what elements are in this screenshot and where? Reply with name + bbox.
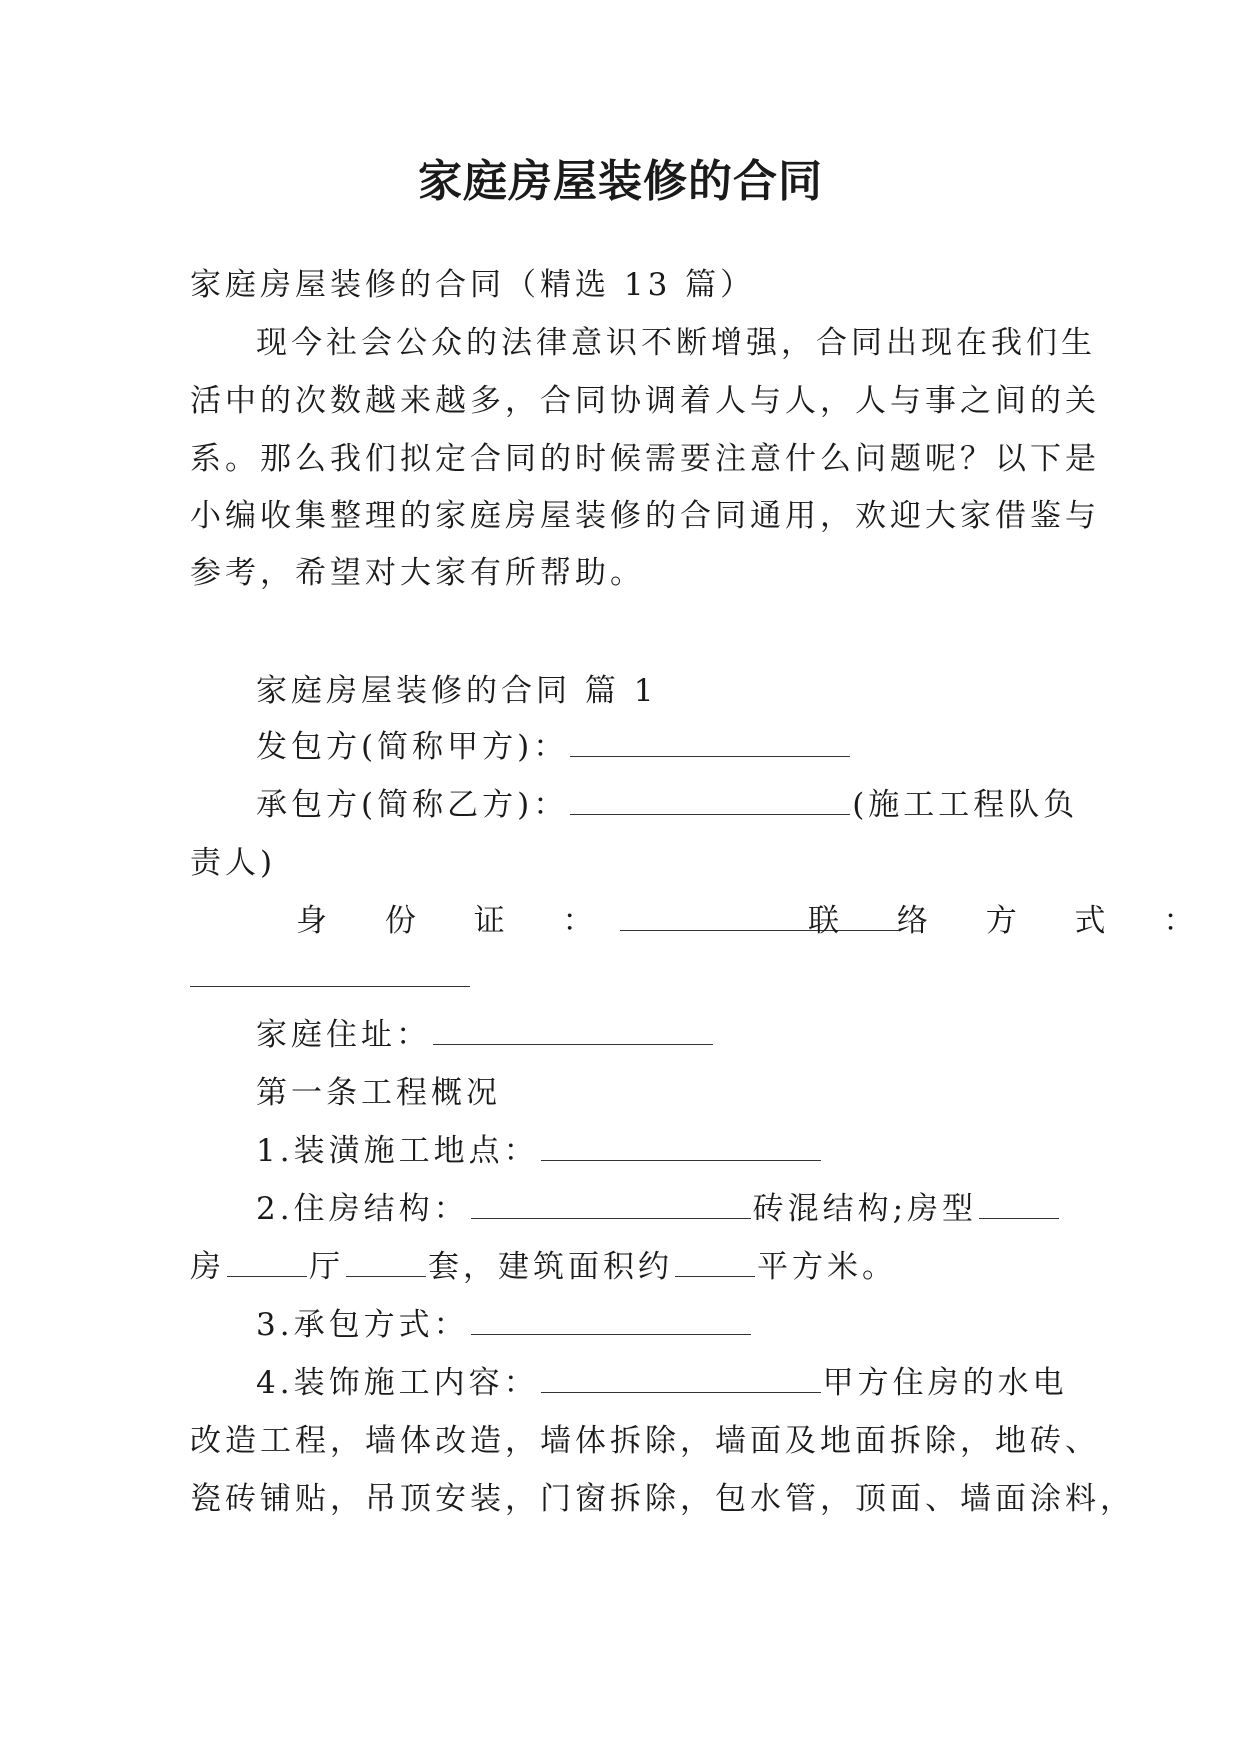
item4-label: 4.装饰施工内容： (256, 1365, 539, 1401)
contact-blank (190, 985, 470, 987)
contact-blank-row (190, 956, 472, 998)
item4-cont-2: 瓷砖铺贴，吊顶安装，门窗拆除，包水管，顶面、墙面涂料， (190, 1481, 1135, 1517)
article1-heading: 第一条工程概况 (256, 1075, 501, 1111)
contact-label: 联 络 方 式 ： (808, 903, 1219, 939)
item2-mid: 砖混结构;房型 (752, 1191, 978, 1227)
item1-label: 1.装潢施工地点： (256, 1133, 539, 1169)
address-blank (433, 1043, 713, 1045)
party-b-suffix: (施工工程队负 (852, 787, 1079, 823)
item2-set: 套，建筑面积约 (428, 1249, 673, 1285)
party-b-suffix-cont: 责人) (190, 845, 277, 881)
address-label: 家庭住址： (256, 1017, 431, 1053)
party-a-blank (570, 755, 850, 757)
subtitle: 家庭房屋装修的合同（精选 13 篇） (190, 267, 756, 303)
party-b-row (256, 784, 1078, 826)
party-a-row (256, 726, 852, 768)
party-a-label: 发包方(简称甲方)： (256, 729, 569, 765)
item4-cont-1: 改造工程，墙体改造，墙体拆除，墙面及地面拆除，地砖、 (190, 1423, 1100, 1459)
item2-room: 房 (190, 1249, 225, 1285)
party-b-blank (570, 813, 850, 815)
intro-line-1: 现今社会公众的法律意识不断增强，合同出现在我们生 (256, 325, 1096, 361)
item4-blank (541, 1391, 821, 1393)
item2-unit: 平方米。 (757, 1249, 897, 1285)
item1-row (256, 1130, 823, 1172)
item2-row (256, 1188, 1061, 1230)
item2-blank (471, 1217, 751, 1219)
item2-type-blank (979, 1217, 1059, 1219)
party-b-label: 承包方(简称乙方)： (256, 787, 569, 823)
address-row (256, 1014, 715, 1056)
item4-row (256, 1362, 1068, 1404)
id-label: 身 份 证 ： (296, 903, 618, 939)
intro-line-3: 系。那么我们拟定合同的时候需要注意什么问题呢？以下是 (190, 441, 1100, 477)
intro-line-4: 小编收集整理的家庭房屋装修的合同通用，欢迎大家借鉴与 (190, 498, 1100, 534)
item3-blank (471, 1333, 751, 1335)
item2-area-blank (675, 1275, 755, 1277)
item1-blank (541, 1159, 821, 1161)
item2-room-blank (227, 1275, 307, 1277)
item2-hall: 厅 (309, 1249, 344, 1285)
item2-label: 2.住房结构： (256, 1191, 469, 1227)
document-title: 家庭房屋装修的合同 (418, 156, 823, 207)
item3-label: 3.承包方式： (256, 1307, 469, 1343)
item2-hall-blank (346, 1275, 426, 1277)
item4-suffix: 甲方住房的水电 (822, 1365, 1068, 1401)
intro-line-2: 活中的次数越来越多，合同协调着人与人，人与事之间的关 (190, 383, 1100, 419)
item3-row (256, 1304, 753, 1346)
section-heading: 家庭房屋装修的合同 篇 1 (256, 673, 658, 709)
item2-cont-row (190, 1246, 897, 1288)
intro-line-5: 参考，希望对大家有所帮助。 (190, 555, 645, 591)
